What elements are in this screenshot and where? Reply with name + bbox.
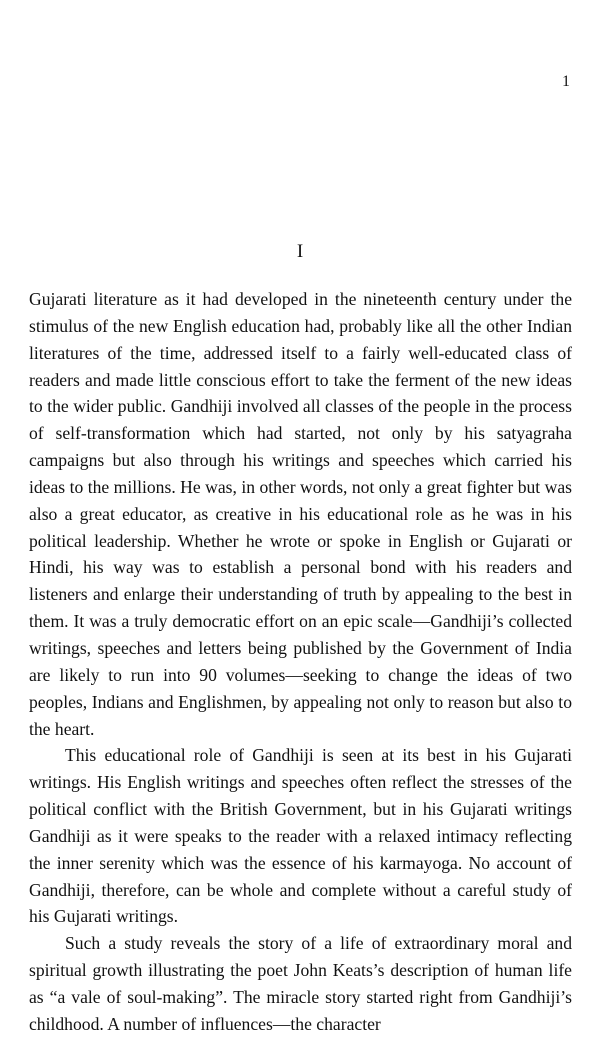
paragraph-1: Gujarati literature as it had developed in the nineteenth century under the stimulus of the new English education had, probably like all the other Indian literatures of the time, addressed itself to a fairly well-educated class of readers and made little conscious effort to take the ferment of the new ideas to the wider public. Gandhiji involved all classes of the people in the process of self-transformation which had started, not only by his satyagraha campaigns but also through his writings and speeches which carried his ideas to the millions. He was, in other words, not only a great fighter but was also a great educator, as creative in his educational role as he was in his political leadership. Whether he wrote or spoke in English or Gujarati or Hindi, his way was to establish a personal bond with his readers and listeners and enlarge their understanding of truth by appealing to the best in them. It was a truly democratic effort on an epic scale—Gandhiji’s collected writings, speeches and letters being published by the Government of India are likely to run into 90 volumes—seeking to change the ideas of two peoples, Indians and Englishmen, by appealing not only to reason but also to the heart.: [29, 289, 572, 739]
paragraph-2: This educational role of Gandhiji is seen at its best in his Gujarati writings. His English writings and speeches often reflect the stresses of the political conflict with the British Government, but in his Gujarati writings Gandhiji as it were speaks to the reader with a relaxed intimacy reflecting the inner serenity which was the essence of his karmayoga. No account of Gandhiji, therefore, can be whole and complete without a careful study of his Gujarati writings.: [29, 745, 572, 927]
page-number: 1: [562, 73, 570, 90]
chapter-numeral: I: [296, 241, 304, 262]
body-text: [29, 286, 572, 1038]
paragraph-3: Such a study reveals the story of a life of extraordinary moral and spiritual growth illustrating the poet John Keats’s description of human life as “a vale of soul-making”. The miracle story started right from Gandhiji’s childhood. A number of influences—the character: [29, 933, 572, 1034]
